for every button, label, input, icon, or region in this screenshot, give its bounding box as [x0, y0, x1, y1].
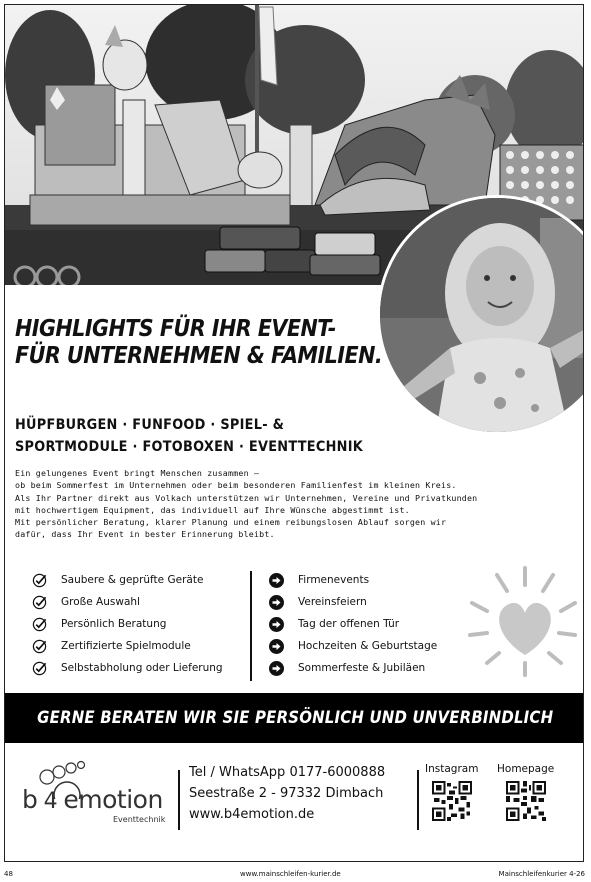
homepage-label: Homepage — [497, 763, 555, 775]
occasion-label: Hochzeiten & Geburtstage — [298, 640, 438, 652]
intro-line: ob beim Sommerfest im Unternehmen oder beim besonderen Familienfest im kleinen Kreis. — [15, 480, 457, 491]
intro-line: Mit persönlicher Beratung, klarer Planung und einem reibungslosen Ablauf sorgen wir — [15, 517, 447, 528]
occasion-item — [269, 569, 437, 591]
arrow-circle-right-icon — [269, 595, 284, 610]
check-circle-icon — [32, 595, 47, 610]
logo-digit: 4 — [43, 789, 58, 814]
occasion-item — [269, 613, 437, 635]
arrow-circle-right-icon — [269, 639, 284, 654]
benefit-item — [32, 591, 223, 613]
instagram-qr-block[interactable] — [425, 763, 478, 825]
contact-divider — [178, 770, 180, 830]
page-number: 48 — [4, 870, 13, 878]
contact-address: Seestraße 2 - 97332 Dimbach — [189, 786, 384, 801]
services-line-2: SPORTMODULE · FOTOBOXEN · EVENTTECHNIK — [15, 439, 364, 455]
check-circle-icon — [32, 661, 47, 676]
occasion-label: Vereinsfeiern — [298, 596, 367, 608]
benefit-item — [32, 635, 223, 657]
benefit-label: Persönlich Beratung — [61, 618, 167, 630]
occasion-label: Tag der offenen Tür — [298, 618, 400, 630]
benefit-label: Zertifizierte Spielmodule — [61, 640, 191, 652]
cta-banner — [5, 693, 584, 743]
benefit-label: Große Auswahl — [61, 596, 140, 608]
occasions-list — [269, 569, 437, 679]
homepage-qr-code[interactable] — [506, 781, 546, 821]
sun-heart-icon — [467, 563, 577, 678]
logo-subtitle: Eventtechnik — [113, 815, 166, 824]
advertisement — [4, 4, 584, 862]
intro-line: mit hochwertigem Equipment, das individuell auf Ihre Wünsche abgestimmt ist. — [15, 504, 410, 515]
instagram-qr-code[interactable] — [432, 781, 472, 821]
cta-banner-text: GERNE BERATEN WIR SIE PERSÖNLICH UND UNVERBINDLICH — [36, 708, 554, 728]
column-divider — [250, 571, 252, 681]
footer-issue: Mainschleifenkurier 4-26 — [498, 870, 585, 878]
services-list — [15, 414, 363, 458]
qr-divider — [417, 770, 419, 830]
occasion-label: Sommerfeste & Jubiläen — [298, 662, 426, 674]
logo-prefix: b — [22, 785, 38, 814]
occasion-label: Firmenevents — [298, 574, 370, 586]
page-footer — [0, 866, 591, 882]
instagram-label: Instagram — [425, 763, 479, 775]
benefits-list — [32, 569, 223, 679]
benefit-item — [32, 569, 223, 591]
intro-paragraph — [15, 467, 575, 541]
homepage-qr-block[interactable] — [497, 763, 554, 825]
intro-line: dafür, dass Ihr Event in bester Erinnerung bleibt. — [15, 529, 275, 540]
headline-line-1: HIGHLIGHTS FÜR IHR EVENT- — [15, 316, 336, 342]
occasion-item — [269, 591, 437, 613]
benefit-item — [32, 613, 223, 635]
benefit-label: Saubere & geprüfte Geräte — [61, 574, 204, 586]
intro-line: Ein gelungenes Event bringt Menschen zusammen – — [15, 468, 260, 478]
occasion-item — [269, 657, 437, 679]
arrow-circle-right-icon — [269, 617, 284, 632]
logo-wordmark — [22, 785, 163, 814]
contact-info — [189, 762, 385, 825]
contact-website[interactable]: www.b4emotion.de — [189, 807, 315, 822]
check-circle-icon — [32, 617, 47, 632]
headline — [15, 316, 383, 370]
footer-url[interactable]: www.mainschleifen-kurier.de — [240, 870, 341, 878]
arrow-circle-right-icon — [269, 661, 284, 676]
services-line-1: HÜPFBURGEN · FUNFOOD · SPIEL- & — [15, 417, 285, 433]
benefit-item — [32, 657, 223, 679]
logo-suffix: emotion — [63, 785, 163, 814]
arrow-circle-right-icon — [269, 573, 284, 588]
intro-line: Als Ihr Partner direkt aus Volkach unterstützen wir Unternehmen, Vereine und Privatkunden — [15, 492, 478, 503]
headline-line-2: FÜR UNTERNEHMEN & FAMILIEN. — [15, 343, 383, 369]
company-logo — [19, 759, 179, 829]
check-circle-icon — [32, 573, 47, 588]
occasion-item — [269, 635, 437, 657]
check-circle-icon — [32, 639, 47, 654]
benefit-label: Selbstabholung oder Lieferung — [61, 662, 223, 674]
contact-phone[interactable]: Tel / WhatsApp 0177-6000888 — [189, 765, 386, 780]
